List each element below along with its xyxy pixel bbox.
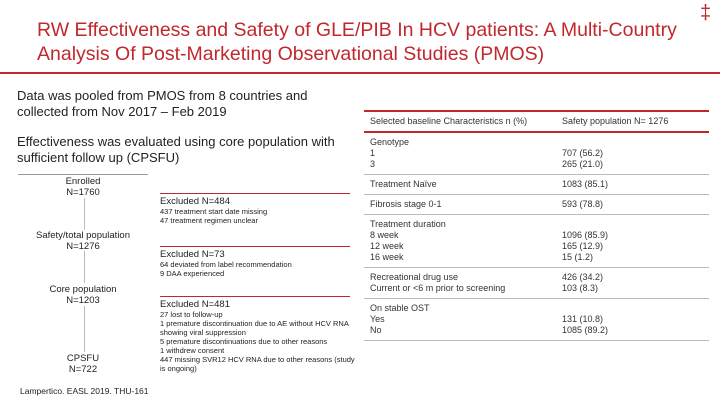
table-header-row: [364, 111, 709, 132]
flow-stage-core: [18, 284, 148, 306]
exclusion-divider: [160, 296, 350, 297]
table-cell: [556, 175, 709, 195]
table-cell: [556, 215, 709, 268]
cell-line: 1085 (89.2): [562, 325, 609, 335]
cell-line: [562, 137, 703, 148]
cell-line: Genotype: [370, 137, 410, 147]
exclusion-detail: 1 premature discontinuation due to AE without HCV RNA showing viral suppression: [160, 319, 349, 337]
table-cell: [556, 195, 709, 215]
exclusion-box: [160, 296, 355, 373]
table-row: [364, 175, 709, 195]
intro-text-pooled: Data was pooled from PMOS from 8 countries and collected from Nov 2017 – Feb 2019: [17, 88, 308, 119]
cell-line: 8 week: [370, 230, 399, 240]
table-row: [364, 132, 709, 175]
cell-line: Treatment Naïve: [370, 179, 437, 189]
flow-stage-value: N=1203: [66, 295, 100, 306]
cell-line: 593 (78.8): [562, 199, 604, 209]
cell-line: No: [370, 325, 382, 335]
flow-stage-label: Enrolled: [65, 176, 101, 187]
cell-line: [562, 219, 703, 230]
table-row: [364, 215, 709, 268]
exclusion-detail: 27 lost to follow-up: [160, 310, 223, 319]
title-divider: [0, 72, 720, 74]
exclusion-box: [160, 246, 355, 278]
flow-stage-safety: [18, 230, 148, 252]
cell-line: 12 week: [370, 241, 404, 251]
table-cell: [556, 268, 709, 299]
intro-text-effectiveness: Effectiveness was evaluated using core population with sufficient follow up (CPSFU): [17, 134, 335, 165]
cell-line: 131 (10.8): [562, 314, 604, 324]
cell-line: [562, 303, 703, 314]
table-cell: [364, 132, 556, 175]
cell-line: 707 (56.2): [562, 148, 604, 158]
table-cell: [556, 132, 709, 175]
table-row: [364, 299, 709, 341]
flow-stage-label: Safety/total population: [35, 230, 130, 241]
exclusion-head: Excluded N=73: [160, 249, 225, 260]
exclusion-divider: [160, 246, 350, 247]
flow-stage-cpsfu: [18, 353, 148, 375]
slide-title: RW Effectiveness and Safety of GLE/PIB In HCV patients: A Multi-Country Analysis Of Post-Marketing Observational Studies (PMOS): [37, 19, 677, 65]
cell-line: 265 (21.0): [562, 159, 604, 169]
cell-line: 3: [370, 159, 376, 169]
cell-line: 426 (34.2): [562, 272, 604, 282]
exclusion-head: Excluded N=484: [160, 196, 230, 207]
exclusion-head: Excluded N=481: [160, 299, 230, 310]
exclusion-detail: 5 premature discontinuations due to other reasons: [160, 337, 328, 346]
table-cell: [364, 215, 556, 268]
exclusion-detail: 447 missing SVR12 HCV RNA due to other reasons (study is ongoing): [160, 355, 355, 373]
exclusion-detail: 1 withdrew consent: [160, 346, 225, 355]
flow-connector: [84, 251, 85, 283]
flow-stage-label: CPSFU: [66, 353, 100, 364]
flow-connector: [84, 306, 85, 352]
table-row: [364, 195, 709, 215]
table-header-cell: Safety population N= 1276: [556, 111, 709, 132]
cell-line: 1083 (85.1): [562, 179, 609, 189]
exclusion-detail: 47 treatment regimen unclear: [160, 216, 258, 225]
baseline-characteristics-table: [364, 110, 709, 341]
table-cell: [364, 299, 556, 341]
table-cell: [556, 299, 709, 341]
dagger-mark: ‡: [700, 2, 712, 24]
flow-divider: [18, 174, 148, 175]
cell-line: 15 (1.2): [562, 252, 594, 262]
cell-line: Fibrosis stage 0-1: [370, 199, 442, 209]
flow-stage-enrolled: [18, 176, 148, 198]
cell-line: Yes: [370, 314, 385, 324]
cell-line: Current or <6 m prior to screening: [370, 283, 506, 293]
exclusion-box: [160, 193, 355, 225]
cell-line: 1: [370, 148, 376, 158]
exclusion-divider: [160, 193, 350, 194]
cell-line: Treatment duration: [370, 219, 446, 229]
table-cell: [364, 268, 556, 299]
exclusion-detail: 437 treatment start date missing: [160, 207, 268, 216]
flow-stage-value: N=1760: [66, 187, 100, 198]
table-cell: [364, 195, 556, 215]
citation: Lampertico. EASL 2019. THU-161: [20, 386, 149, 396]
table-header-cell: Selected baseline Characteristics n (%): [364, 111, 556, 132]
exclusion-detail: 9 DAA experienced: [160, 269, 225, 278]
cell-line: 103 (8.3): [562, 283, 599, 293]
cell-line: 1096 (85.9): [562, 230, 609, 240]
table-cell: [364, 175, 556, 195]
flow-stage-label: Core population: [49, 284, 117, 295]
exclusion-detail: 64 deviated from label recommendation: [160, 260, 292, 269]
flow-stage-value: N=722: [68, 364, 98, 375]
cell-line: 16 week: [370, 252, 404, 262]
flow-stage-value: N=1276: [66, 241, 100, 252]
flow-connector: [84, 198, 85, 230]
table-row: [364, 268, 709, 299]
cell-line: On stable OST: [370, 303, 430, 313]
cell-line: 165 (12.9): [562, 241, 604, 251]
cell-line: Recreational drug use: [370, 272, 459, 282]
